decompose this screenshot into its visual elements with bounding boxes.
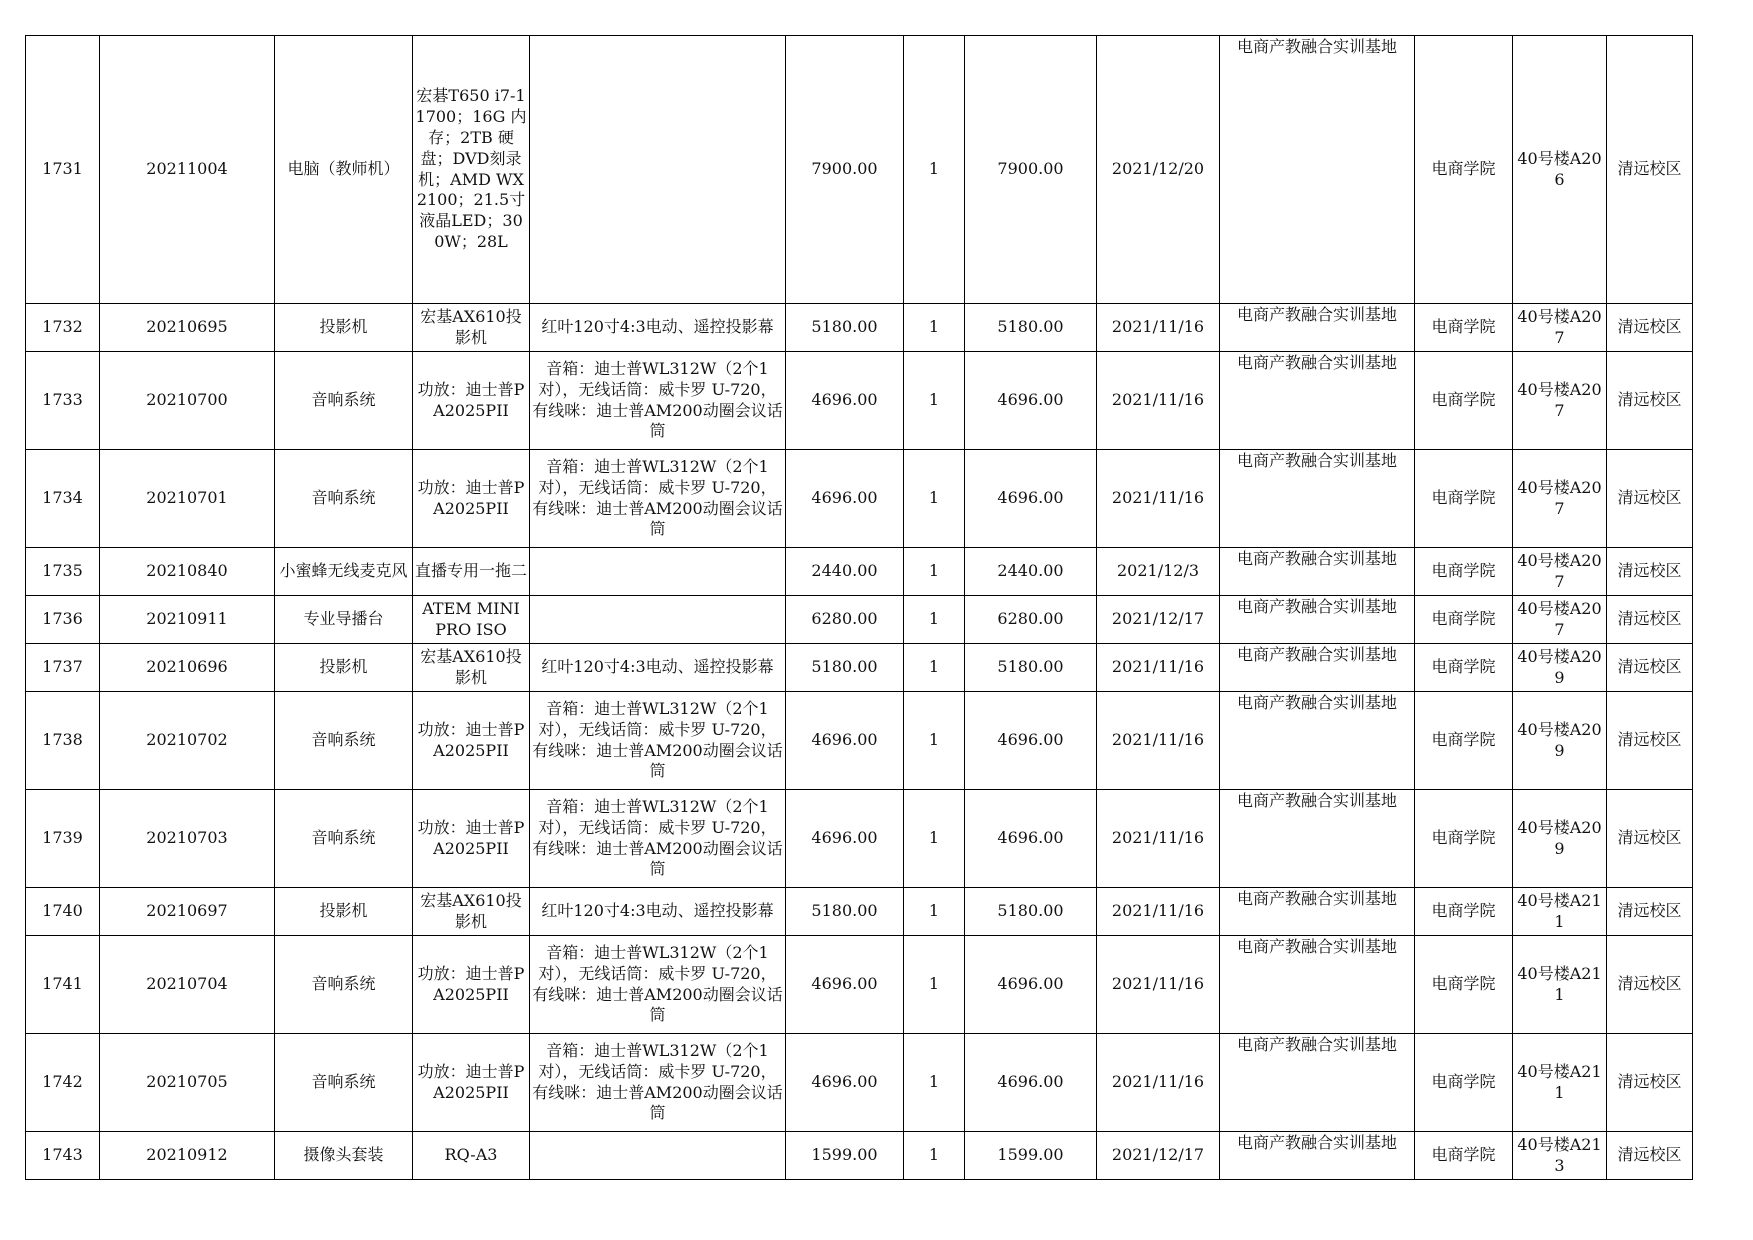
quantity-cell: 1	[904, 644, 965, 692]
department-cell: 电商学院	[1415, 548, 1513, 596]
room-cell: 40号楼A207	[1513, 548, 1607, 596]
purchase-date-cell: 2021/11/16	[1097, 1034, 1220, 1132]
asset-code-cell: 20210701	[100, 450, 275, 548]
spec-cell	[530, 36, 786, 304]
quantity-cell: 1	[904, 888, 965, 936]
quantity-cell: 1	[904, 304, 965, 352]
campus-cell: 清远校区	[1607, 1132, 1693, 1180]
spec-cell: 音箱：迪士普WL312W（2个1对），无线话筒：威卡罗 U-720，有线咪：迪士普AM200动圈会议话筒	[530, 692, 786, 790]
row-number-cell: 1742	[26, 1034, 100, 1132]
spec-cell	[530, 1132, 786, 1180]
asset-table-body	[26, 36, 1693, 1180]
table-row	[26, 888, 1693, 936]
model-cell: 功放：迪士普PA2025PII	[413, 1034, 530, 1132]
asset-code-cell: 20210697	[100, 888, 275, 936]
campus-cell: 清远校区	[1607, 1034, 1693, 1132]
campus-cell: 清远校区	[1607, 304, 1693, 352]
department-cell: 电商学院	[1415, 304, 1513, 352]
asset-code-cell: 20210705	[100, 1034, 275, 1132]
department-cell: 电商学院	[1415, 692, 1513, 790]
campus-cell: 清远校区	[1607, 36, 1693, 304]
unit-price-cell: 4696.00	[786, 1034, 904, 1132]
unit-price-cell: 5180.00	[786, 888, 904, 936]
purchase-date-cell: 2021/11/16	[1097, 304, 1220, 352]
room-cell: 40号楼A211	[1513, 1034, 1607, 1132]
table-row	[26, 304, 1693, 352]
table-row	[26, 936, 1693, 1034]
asset-name-cell: 电脑（教师机）	[275, 36, 413, 304]
table-row	[26, 1132, 1693, 1180]
unit-price-cell: 5180.00	[786, 304, 904, 352]
quantity-cell: 1	[904, 692, 965, 790]
department-cell: 电商学院	[1415, 1132, 1513, 1180]
purchase-date-cell: 2021/11/16	[1097, 790, 1220, 888]
campus-cell: 清远校区	[1607, 692, 1693, 790]
model-cell: 宏基AX610投影机	[413, 644, 530, 692]
total-price-cell: 4696.00	[965, 352, 1097, 450]
asset-name-cell: 音响系统	[275, 1034, 413, 1132]
asset-name-cell: 小蜜蜂无线麦克风	[275, 548, 413, 596]
model-cell: 功放：迪士普PA2025PII	[413, 692, 530, 790]
quantity-cell: 1	[904, 36, 965, 304]
quantity-cell: 1	[904, 1034, 965, 1132]
row-number-cell: 1739	[26, 790, 100, 888]
purchase-date-cell: 2021/12/3	[1097, 548, 1220, 596]
table-row	[26, 548, 1693, 596]
total-price-cell: 5180.00	[965, 644, 1097, 692]
unit-price-cell: 2440.00	[786, 548, 904, 596]
asset-name-cell: 音响系统	[275, 692, 413, 790]
department-cell: 电商学院	[1415, 352, 1513, 450]
campus-cell: 清远校区	[1607, 548, 1693, 596]
total-price-cell: 7900.00	[965, 36, 1097, 304]
total-price-cell: 6280.00	[965, 596, 1097, 644]
row-number-cell: 1741	[26, 936, 100, 1034]
asset-name-cell: 投影机	[275, 888, 413, 936]
purchase-date-cell: 2021/12/17	[1097, 1132, 1220, 1180]
table-row	[26, 450, 1693, 548]
spec-cell: 红叶120寸4:3电动、遥控投影幕	[530, 304, 786, 352]
quantity-cell: 1	[904, 936, 965, 1034]
asset-name-cell: 专业导播台	[275, 596, 413, 644]
department-cell: 电商学院	[1415, 888, 1513, 936]
row-number-cell: 1735	[26, 548, 100, 596]
asset-name-cell: 音响系统	[275, 936, 413, 1034]
total-price-cell: 4696.00	[965, 936, 1097, 1034]
purchase-date-cell: 2021/11/16	[1097, 936, 1220, 1034]
asset-code-cell: 20210695	[100, 304, 275, 352]
project-cell: 电商产教融合实训基地	[1220, 888, 1415, 936]
purchase-date-cell: 2021/11/16	[1097, 692, 1220, 790]
asset-name-cell: 音响系统	[275, 790, 413, 888]
row-number-cell: 1734	[26, 450, 100, 548]
spec-cell: 音箱：迪士普WL312W（2个1对），无线话筒：威卡罗 U-720，有线咪：迪士普AM200动圈会议话筒	[530, 1034, 786, 1132]
model-cell: 功放：迪士普PA2025PII	[413, 352, 530, 450]
unit-price-cell: 4696.00	[786, 692, 904, 790]
row-number-cell: 1731	[26, 36, 100, 304]
asset-code-cell: 20211004	[100, 36, 275, 304]
row-number-cell: 1736	[26, 596, 100, 644]
purchase-date-cell: 2021/11/16	[1097, 352, 1220, 450]
room-cell: 40号楼A207	[1513, 304, 1607, 352]
project-cell: 电商产教融合实训基地	[1220, 790, 1415, 888]
model-cell: 宏基AX610投影机	[413, 304, 530, 352]
spec-cell: 音箱：迪士普WL312W（2个1对），无线话筒：威卡罗 U-720，有线咪：迪士普AM200动圈会议话筒	[530, 936, 786, 1034]
row-number-cell: 1732	[26, 304, 100, 352]
spec-cell	[530, 596, 786, 644]
unit-price-cell: 4696.00	[786, 936, 904, 1034]
asset-code-cell: 20210696	[100, 644, 275, 692]
model-cell: 功放：迪士普PA2025PII	[413, 450, 530, 548]
room-cell: 40号楼A206	[1513, 36, 1607, 304]
project-cell: 电商产教融合实训基地	[1220, 644, 1415, 692]
total-price-cell: 5180.00	[965, 304, 1097, 352]
department-cell: 电商学院	[1415, 790, 1513, 888]
room-cell: 40号楼A207	[1513, 352, 1607, 450]
purchase-date-cell: 2021/11/16	[1097, 644, 1220, 692]
project-cell: 电商产教融合实训基地	[1220, 692, 1415, 790]
department-cell: 电商学院	[1415, 936, 1513, 1034]
project-cell: 电商产教融合实训基地	[1220, 352, 1415, 450]
table-row	[26, 36, 1693, 304]
campus-cell: 清远校区	[1607, 790, 1693, 888]
department-cell: 电商学院	[1415, 36, 1513, 304]
quantity-cell: 1	[904, 548, 965, 596]
campus-cell: 清远校区	[1607, 596, 1693, 644]
spec-cell	[530, 548, 786, 596]
row-number-cell: 1743	[26, 1132, 100, 1180]
quantity-cell: 1	[904, 1132, 965, 1180]
spec-cell: 音箱：迪士普WL312W（2个1对），无线话筒：威卡罗 U-720，有线咪：迪士普AM200动圈会议话筒	[530, 790, 786, 888]
campus-cell: 清远校区	[1607, 888, 1693, 936]
project-cell: 电商产教融合实训基地	[1220, 1034, 1415, 1132]
total-price-cell: 4696.00	[965, 1034, 1097, 1132]
asset-code-cell: 20210912	[100, 1132, 275, 1180]
model-cell: 宏碁T650 i7-11700；16G 内存；2TB 硬盘；DVD刻录机；AMD WX2100；21.5寸液晶LED；300W；28L	[413, 36, 530, 304]
project-cell: 电商产教融合实训基地	[1220, 596, 1415, 644]
row-number-cell: 1733	[26, 352, 100, 450]
asset-code-cell: 20210703	[100, 790, 275, 888]
purchase-date-cell: 2021/11/16	[1097, 450, 1220, 548]
unit-price-cell: 6280.00	[786, 596, 904, 644]
model-cell: 功放：迪士普PA2025PII	[413, 790, 530, 888]
model-cell: ATEM MINI PRO ISO	[413, 596, 530, 644]
asset-name-cell: 音响系统	[275, 352, 413, 450]
campus-cell: 清远校区	[1607, 644, 1693, 692]
project-cell: 电商产教融合实训基地	[1220, 548, 1415, 596]
row-number-cell: 1740	[26, 888, 100, 936]
total-price-cell: 2440.00	[965, 548, 1097, 596]
room-cell: 40号楼A211	[1513, 936, 1607, 1034]
project-cell: 电商产教融合实训基地	[1220, 450, 1415, 548]
model-cell: 宏基AX610投影机	[413, 888, 530, 936]
total-price-cell: 4696.00	[965, 692, 1097, 790]
quantity-cell: 1	[904, 596, 965, 644]
unit-price-cell: 7900.00	[786, 36, 904, 304]
room-cell: 40号楼A213	[1513, 1132, 1607, 1180]
campus-cell: 清远校区	[1607, 450, 1693, 548]
total-price-cell: 5180.00	[965, 888, 1097, 936]
department-cell: 电商学院	[1415, 644, 1513, 692]
row-number-cell: 1738	[26, 692, 100, 790]
project-cell: 电商产教融合实训基地	[1220, 936, 1415, 1034]
unit-price-cell: 4696.00	[786, 450, 904, 548]
model-cell: RQ-A3	[413, 1132, 530, 1180]
table-row	[26, 692, 1693, 790]
department-cell: 电商学院	[1415, 1034, 1513, 1132]
table-row	[26, 596, 1693, 644]
unit-price-cell: 4696.00	[786, 790, 904, 888]
room-cell: 40号楼A209	[1513, 692, 1607, 790]
row-number-cell: 1737	[26, 644, 100, 692]
asset-code-cell: 20210840	[100, 548, 275, 596]
spec-cell: 红叶120寸4:3电动、遥控投影幕	[530, 644, 786, 692]
asset-code-cell: 20210911	[100, 596, 275, 644]
project-cell: 电商产教融合实训基地	[1220, 36, 1415, 304]
table-row	[26, 790, 1693, 888]
spec-cell: 音箱：迪士普WL312W（2个1对），无线话筒：威卡罗 U-720，有线咪：迪士普AM200动圈会议话筒	[530, 352, 786, 450]
project-cell: 电商产教融合实训基地	[1220, 304, 1415, 352]
spec-cell: 红叶120寸4:3电动、遥控投影幕	[530, 888, 786, 936]
table-row	[26, 1034, 1693, 1132]
room-cell: 40号楼A207	[1513, 596, 1607, 644]
asset-name-cell: 音响系统	[275, 450, 413, 548]
department-cell: 电商学院	[1415, 450, 1513, 548]
asset-name-cell: 投影机	[275, 304, 413, 352]
quantity-cell: 1	[904, 352, 965, 450]
total-price-cell: 4696.00	[965, 790, 1097, 888]
asset-table	[25, 35, 1693, 1180]
asset-code-cell: 20210700	[100, 352, 275, 450]
room-cell: 40号楼A207	[1513, 450, 1607, 548]
purchase-date-cell: 2021/12/20	[1097, 36, 1220, 304]
quantity-cell: 1	[904, 790, 965, 888]
purchase-date-cell: 2021/11/16	[1097, 888, 1220, 936]
purchase-date-cell: 2021/12/17	[1097, 596, 1220, 644]
quantity-cell: 1	[904, 450, 965, 548]
spec-cell: 音箱：迪士普WL312W（2个1对），无线话筒：威卡罗 U-720，有线咪：迪士普AM200动圈会议话筒	[530, 450, 786, 548]
room-cell: 40号楼A211	[1513, 888, 1607, 936]
total-price-cell: 1599.00	[965, 1132, 1097, 1180]
unit-price-cell: 4696.00	[786, 352, 904, 450]
table-row	[26, 352, 1693, 450]
campus-cell: 清远校区	[1607, 936, 1693, 1034]
asset-code-cell: 20210702	[100, 692, 275, 790]
campus-cell: 清远校区	[1607, 352, 1693, 450]
room-cell: 40号楼A209	[1513, 790, 1607, 888]
model-cell: 直播专用一拖二	[413, 548, 530, 596]
asset-code-cell: 20210704	[100, 936, 275, 1034]
asset-name-cell: 摄像头套装	[275, 1132, 413, 1180]
total-price-cell: 4696.00	[965, 450, 1097, 548]
unit-price-cell: 1599.00	[786, 1132, 904, 1180]
table-row	[26, 644, 1693, 692]
unit-price-cell: 5180.00	[786, 644, 904, 692]
asset-name-cell: 投影机	[275, 644, 413, 692]
department-cell: 电商学院	[1415, 596, 1513, 644]
project-cell: 电商产教融合实训基地	[1220, 1132, 1415, 1180]
room-cell: 40号楼A209	[1513, 644, 1607, 692]
model-cell: 功放：迪士普PA2025PII	[413, 936, 530, 1034]
